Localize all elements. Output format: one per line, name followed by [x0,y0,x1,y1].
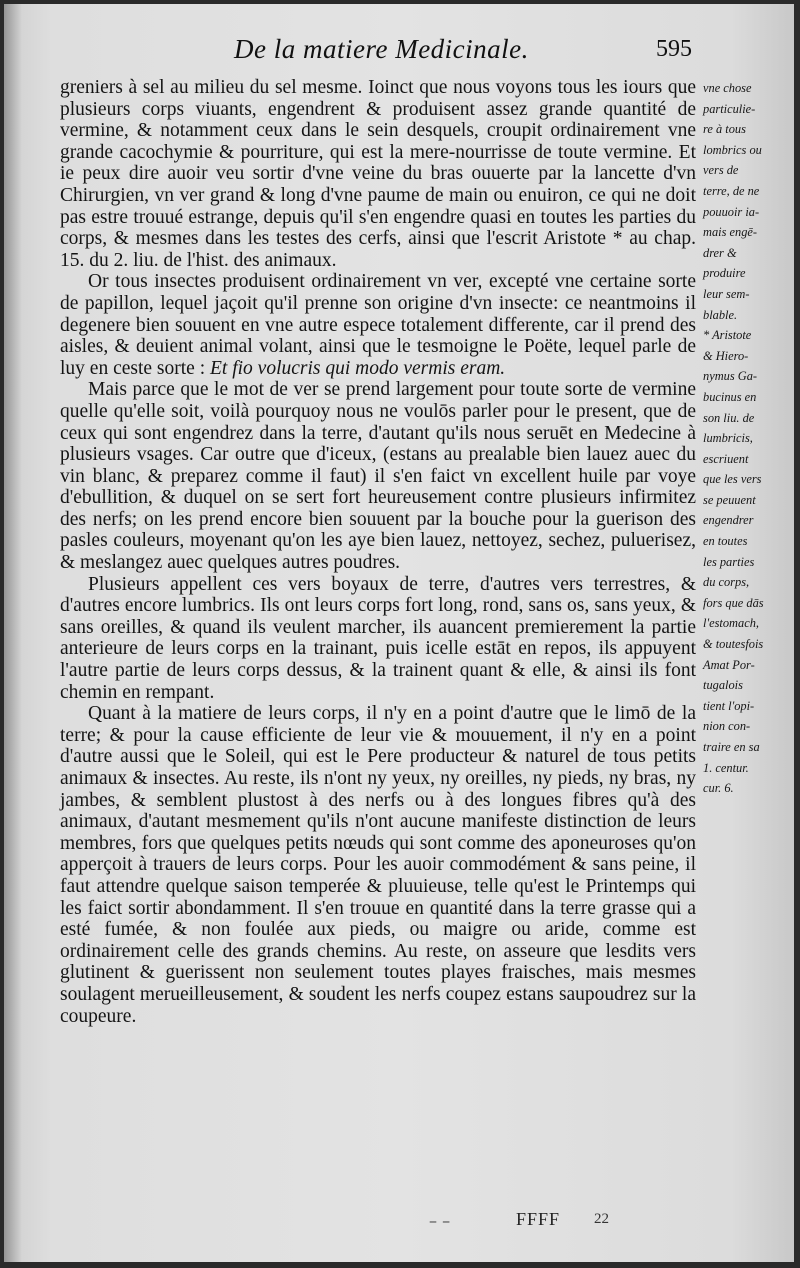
margin-note-line: re à tous [703,122,746,137]
margin-note-line: 1. centur. [703,760,749,775]
margin-note-line: tugalois [703,678,743,693]
margin-note-line: vers de [703,163,739,178]
paragraph-5: Quant à la matiere de leurs corps, il n'y en a point d'autre que le limō de la terre; & pour la cause efficiente de leur vie & mouuement, il n'y en a point d'autre aussi que le Soleil, qui est le Pere producteur & naturel de tous petits animaux & insectes. Au reste, ils n'ont ny yeux, ny oreilles, ny pieds, ny bras, ny jambes, & semblent plustost à des nerfs ou à des longues fibres qu'à des animaux, d'autant mesmement qu'ils n'ont aucune manifeste distinction de leurs membres, fors que quelques petits nœuds qui sont comme des aponeuroses qu'on apperçoit à trauers de leurs corps. Pour les auoir commodément & sans peine, il faut attendre quelque saison temperée & pluuieuse, telle qu'est le Printemps qui les faict sortir abondamment. Il s'en trouue en quantité dans la terre grasse qui a esté fumée, & non foulée aux pieds, ou maigre ou aride, comme est ordinairement celle des grands chemins. Au reste, on asseure que lesdits vers glutinent & guerissent non seulement toutes playes fraisches, mais mesmes soulagent merueilleusement, & soudent les nerfs coupez estans saupoudrez sur la coupeure. [60,703,696,1027]
paragraph-4: Plusieurs appellent ces vers boyaux de terre, d'autres vers terrestres, & d'autres encore lumbrics. Ils ont leurs corps fort long, rond, sans os, sans yeux, & sans oreilles, & quand ils veulent marcher, ils auancent premierement la partie anterieure de leurs corps en la trainant, puis icelle estāt en repos, ils appuyent l'autre partie de leurs corps dessus, & la trainent quant & elle, & ainsi ils font chemin en rempant. [60,573,696,703]
margin-note-line: nymus Ga- [703,369,758,384]
margin-note-line: l'estomach, [703,616,759,631]
margin-note-line: son liu. de [703,410,755,425]
margin-note-line: & Hiero- [703,348,749,363]
paragraph-3: Mais parce que le mot de ver se prend largement pour toute sorte de vermine quelle qu'elle soit, voilà pourquoy nous ne voulōs parler pour le present, que de ceux qui sont engendrez dans la terre, d'autant qu'ils nous seruēt en Medecine à plusieurs vsages. Car outre que d'iceux, (estans au prealable bien lauez auec du vin blanc, & preparez comme il faut) il s'en faict vn excellent huile par voye d'ebullition, & duquel on se sert fort heureusement contre plusieurs infirmitez des nerfs; on les prend encore bien souuent par la bouche pour la guerison des pasles couleurs, moyenant qu'on les aye bien lauez, nettoyez, sechez, puluerisez, & meslangez auec quelques autres poudres. [60,379,696,574]
margin-note-line: engendrer [703,513,754,528]
running-title: De la matiere Medicinale. [234,34,529,64]
margin-note-line: produire [703,266,746,281]
main-text-column [60,77,696,1027]
margin-note-line: traire en sa [703,740,760,754]
margin-note-line: blable. [703,307,738,322]
margin-note-line: se peuuent [703,492,756,507]
margin-note-line: les parties [703,554,755,569]
margin-note-line: escriuent [703,451,749,466]
leaf-number: 22 [594,1211,609,1227]
page-number: 595 [656,36,692,62]
margin-note-line: Amat Por- [703,657,755,672]
margin-note-line: terre, de ne [703,183,760,198]
margin-note-line: lumbricis, [703,431,753,446]
marginal-notes [703,78,793,799]
page-header [4,34,794,74]
margin-note-line: & toutesfois [703,637,764,652]
page-footer [4,1209,794,1239]
margin-note-line: du corps, [703,575,750,590]
margin-note-line: que les vers [703,472,762,487]
margin-note-line: mais engē- [703,225,758,240]
margin-note-line: en toutes [703,534,748,549]
margin-note-line: tient l'opi- [703,698,755,713]
margin-note-line: cur. 6. [703,781,734,796]
margin-note-line: vne chose [703,81,752,95]
margin-note-line: leur sem- [703,286,750,301]
footer-dash: – – [429,1211,451,1230]
gutter-shadow [4,4,22,1262]
margin-note-line: particulie- [703,101,756,116]
book-page [4,4,794,1262]
margin-note-line: drer & [703,245,737,260]
paragraph-2-text: Or tous insectes produisent ordinairement vn ver, excepté vne certaine sorte de papillon, lequel jaçoit qu'il prenne son origine d'vn insecte: ce neantmoins il degenere bien souuent en vne autre espece totalement differente, car il prend des aisles, & deuient animal volant, ainsi que le tesmoigne le Poëte, lequel parle de luy en ceste sorte : [60,271,696,379]
paragraph-2 [60,271,696,379]
margin-note-line: lombrics ou [703,142,762,157]
margin-note-line: * Aristote [703,328,752,343]
margin-note-line: nion con- [703,719,751,734]
margin-note-line: fors que dās [703,595,764,610]
margin-note-line: bucinus en [703,389,757,404]
paragraph-1: greniers à sel au milieu du sel mesme. Ioinct que nous voyons tous les iours que plusieurs corps viuants, engendrent & produisent assez grande quantité de vermine, & notamment ceux dans le sein desquels, croupit ordinairement vne grande cacochymie & pourriture, qui est la mere-nourrisse de toute vermine. Et ie peux dire auoir veu sortir d'vne veine du bras ouuerte par la lancette d'vn Chirurgien, vn ver grand & long d'vne paume de main ou enuiron, ce qui ne doit pas estre trouué estrange, depuis qu'il s'en engendre quasi en toutes les parties du corps, & mesmes dans les testes des cerfs, ainsi que l'escrit Aristote * au chap. 15. du 2. liu. de l'hist. des animaux. [60,77,696,271]
signature-mark: FFFF [516,1209,561,1229]
margin-note-line: pouuoir ia- [703,204,760,219]
latin-quote: Et fio volucris qui modo vermis eram. [210,357,506,379]
